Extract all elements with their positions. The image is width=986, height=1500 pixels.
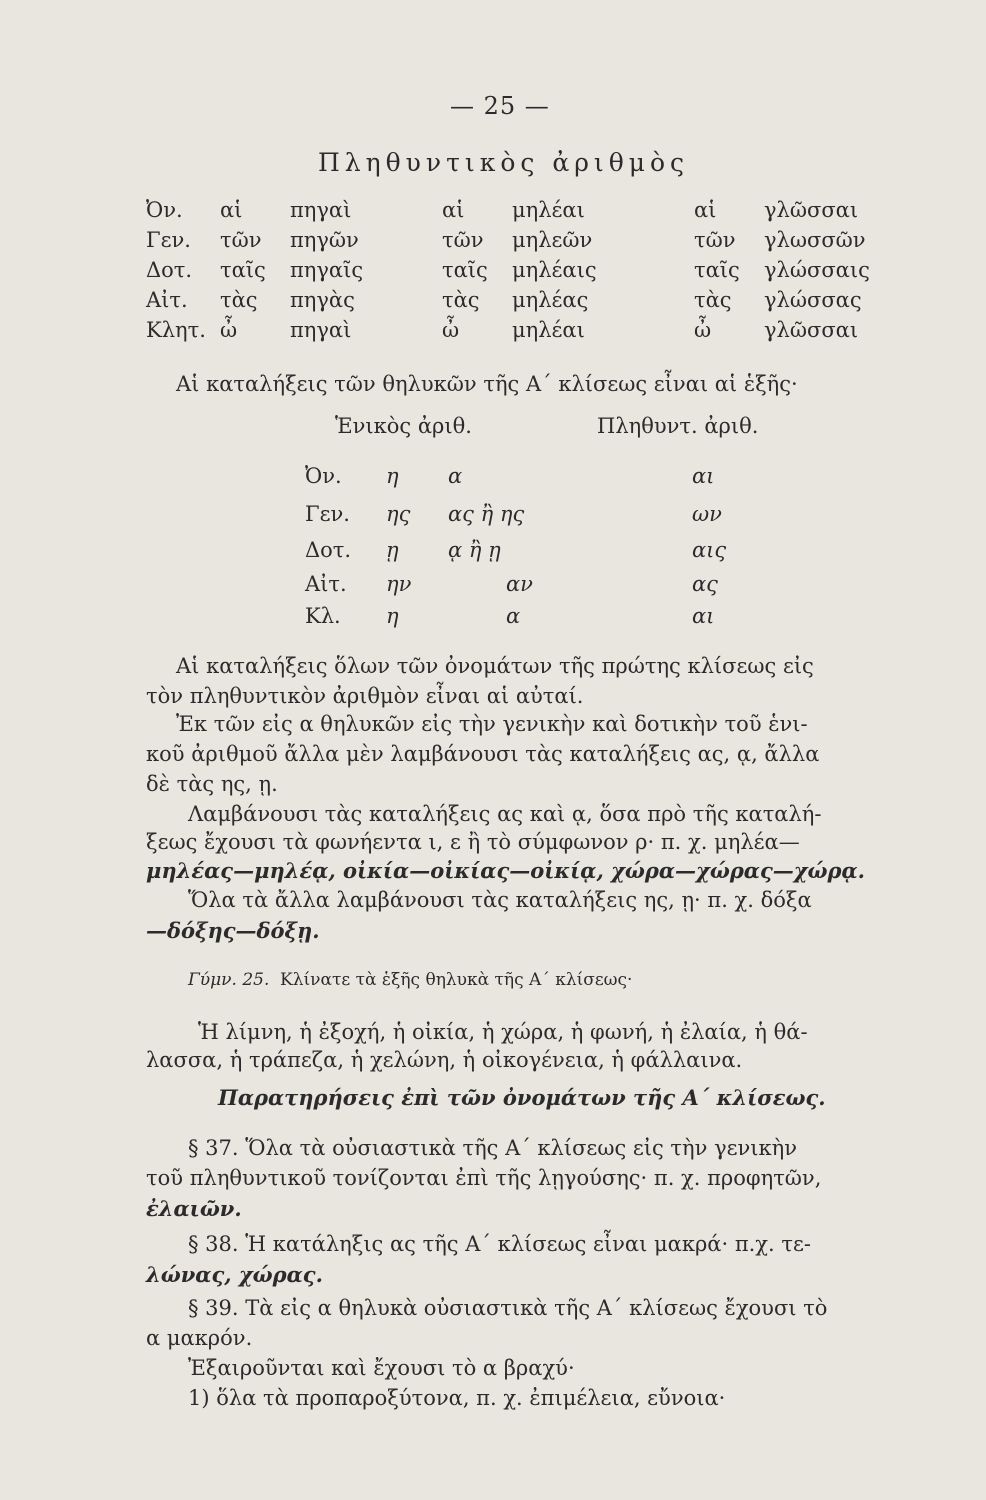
- rule-line: 1) ὅλα τὰ προπαροξύτονα, π. χ. ἐπιμέλεια, εὔνοια·: [188, 1386, 726, 1410]
- case-label: Αἰτ.: [146, 288, 188, 312]
- plural-heading: Πληθυντ. ἀριθ.: [597, 414, 759, 438]
- rule-line: λώνας, χώρας.: [146, 1262, 323, 1287]
- noun-form: γλώσσαις: [764, 258, 870, 282]
- noun-form: γλῶσσαι: [764, 198, 859, 222]
- article: τὰς: [220, 288, 258, 312]
- case-label: Ὀν.: [146, 198, 183, 222]
- ending: αις: [692, 538, 727, 562]
- endings-intro: Αἱ καταλήξεις τῶν θηλυκῶν τῆς Α΄ κλίσεως εἶναι αἱ ἑξῆς·: [176, 372, 798, 396]
- noun-form: πηγαῖς: [290, 258, 364, 282]
- case-label: Ὀν.: [305, 464, 342, 488]
- ending: ας ἢ ης: [448, 502, 525, 526]
- noun-form: πηγαὶ: [290, 198, 352, 222]
- text-line: Λαμβάνουσι τὰς καταλήξεις ας καὶ ᾳ, ὅσα πρὸ τῆς καταλή-: [188, 802, 822, 826]
- text-line: Ἐκ τῶν εἰς α θηλυκῶν εἰς τὴν γενικὴν καὶ δοτικὴν τοῦ ἑνι-: [176, 712, 808, 736]
- text-line: ξεως ἔχουσι τὰ φωνήεντα ι, ε ἢ τὸ σύμφωνον ρ· π. χ. μηλέα—: [146, 830, 800, 854]
- case-label: Κλ.: [305, 604, 341, 628]
- article: ταῖς: [694, 258, 740, 282]
- exercise-instruction: Κλίνατε τὰ ἑξῆς θηλυκὰ τῆς Α΄ κλίσεως·: [280, 970, 633, 990]
- page-number: — 25 —: [450, 92, 550, 120]
- article: ὦ: [442, 318, 460, 342]
- noun-form: μηλέαι: [512, 198, 585, 222]
- article: ὦ: [694, 318, 712, 342]
- article: τὰς: [694, 288, 732, 312]
- section-heading: Παρατηρήσεις ἐπὶ τῶν ὀνομάτων τῆς Α΄ κλίσεως.: [218, 1085, 826, 1110]
- rule-line: τοῦ πληθυντικοῦ τονίζονται ἐπὶ τῆς λῃγούσης· π. χ. προφητῶν,: [146, 1166, 822, 1190]
- text-line: δὲ τὰς ης, ῃ.: [146, 772, 278, 796]
- case-label: Γεν.: [305, 502, 350, 526]
- plural-title: Πληθυντικὸς ἀριθμὸς: [318, 148, 690, 177]
- article: αἱ: [220, 198, 243, 222]
- text-line: μηλέας—μηλέᾳ, οἰκία—οἰκίας—οἰκίᾳ, χώρα—χώρας—χώρᾳ.: [146, 858, 865, 883]
- case-label: Δοτ.: [146, 258, 193, 282]
- ending: α: [506, 604, 521, 628]
- noun-form: μηλεῶν: [512, 228, 593, 252]
- article: τῶν: [442, 228, 484, 252]
- ending: ην: [386, 572, 412, 596]
- rule-line: § 37. Ὅλα τὰ οὐσιαστικὰ τῆς Α΄ κλίσεως εἰς τὴν γενικὴν: [188, 1136, 797, 1160]
- article: τὰς: [442, 288, 480, 312]
- noun-form: πηγὰς: [290, 288, 355, 312]
- rule-line: ἐλαιῶν.: [146, 1196, 242, 1221]
- noun-form: γλώσσας: [764, 288, 862, 312]
- article: αἱ: [442, 198, 465, 222]
- noun-form: μηλέαις: [512, 258, 597, 282]
- exercise-line: Ἡ λίμνη, ἡ ἐξοχή, ἡ οἰκία, ἡ χώρα, ἡ φωνή, ἡ ἐλαία, ἡ θά-: [198, 1020, 808, 1044]
- noun-form: γλῶσσαι: [764, 318, 859, 342]
- ending: ῃ: [386, 538, 399, 562]
- ending: α: [448, 464, 463, 488]
- ending: αν: [506, 572, 533, 596]
- exercise-line: λασσα, ἡ τράπεζα, ἡ χελώνη, ἡ οἰκογένεια, ἡ φάλλαινα.: [146, 1048, 743, 1072]
- article: ὦ: [220, 318, 238, 342]
- ending: αι: [692, 604, 715, 628]
- rule-line: Ἐξαιροῦνται καὶ ἔχουσι τὸ α βραχύ·: [188, 1356, 575, 1380]
- ending: ων: [692, 502, 722, 526]
- singular-heading: Ἑνικὸς ἀριθ.: [335, 414, 472, 438]
- ending: αι: [692, 464, 715, 488]
- rule-line: § 38. Ἡ κατάληξις ας τῆς Α΄ κλίσεως εἶναι μακρά· π.χ. τε-: [188, 1232, 811, 1256]
- case-label: Γεν.: [146, 228, 191, 252]
- ending: ας: [692, 572, 718, 596]
- exercise-label: Γύμν. 25.: [188, 970, 270, 990]
- article: τῶν: [220, 228, 262, 252]
- noun-form: πηγαὶ: [290, 318, 352, 342]
- case-label: Δοτ.: [305, 538, 352, 562]
- ending: ης: [386, 502, 411, 526]
- ending: η: [386, 464, 399, 488]
- noun-form: μηλέαι: [512, 318, 585, 342]
- noun-form: γλωσσῶν: [764, 228, 866, 252]
- article: αἱ: [694, 198, 717, 222]
- ending: ᾳ ἢ ῃ: [448, 538, 501, 562]
- text-line: τὸν πληθυντικὸν ἀριθμὸν εἶναι αἱ αὐταί.: [146, 684, 584, 708]
- article: ταῖς: [442, 258, 488, 282]
- noun-form: πηγῶν: [290, 228, 359, 252]
- text-line: Ὅλα τὰ ἄλλα λαμβάνουσι τὰς καταλήξεις ης, ῃ· π. χ. δόξα: [188, 888, 812, 912]
- text-line: Αἱ καταλήξεις ὅλων τῶν ὀνομάτων τῆς πρώτης κλίσεως εἰς: [176, 654, 814, 678]
- noun-form: μηλέας: [512, 288, 589, 312]
- case-label: Κλητ.: [146, 318, 206, 342]
- article: ταῖς: [220, 258, 266, 282]
- ending: η: [386, 604, 399, 628]
- text-line: —δόξης—δόξῃ.: [146, 918, 320, 943]
- article: τῶν: [694, 228, 736, 252]
- rule-line: § 39. Τὰ εἰς α θηλυκὰ οὐσιαστικὰ τῆς Α΄ κλίσεως ἔχουσι τὸ: [188, 1296, 828, 1320]
- case-label: Αἰτ.: [305, 572, 347, 596]
- text-line: κοῦ ἀριθμοῦ ἄλλα μὲν λαμβάνουσι τὰς καταλήξεις ας, ᾳ, ἄλλα: [146, 742, 820, 766]
- rule-line: α μακρόν.: [146, 1326, 253, 1350]
